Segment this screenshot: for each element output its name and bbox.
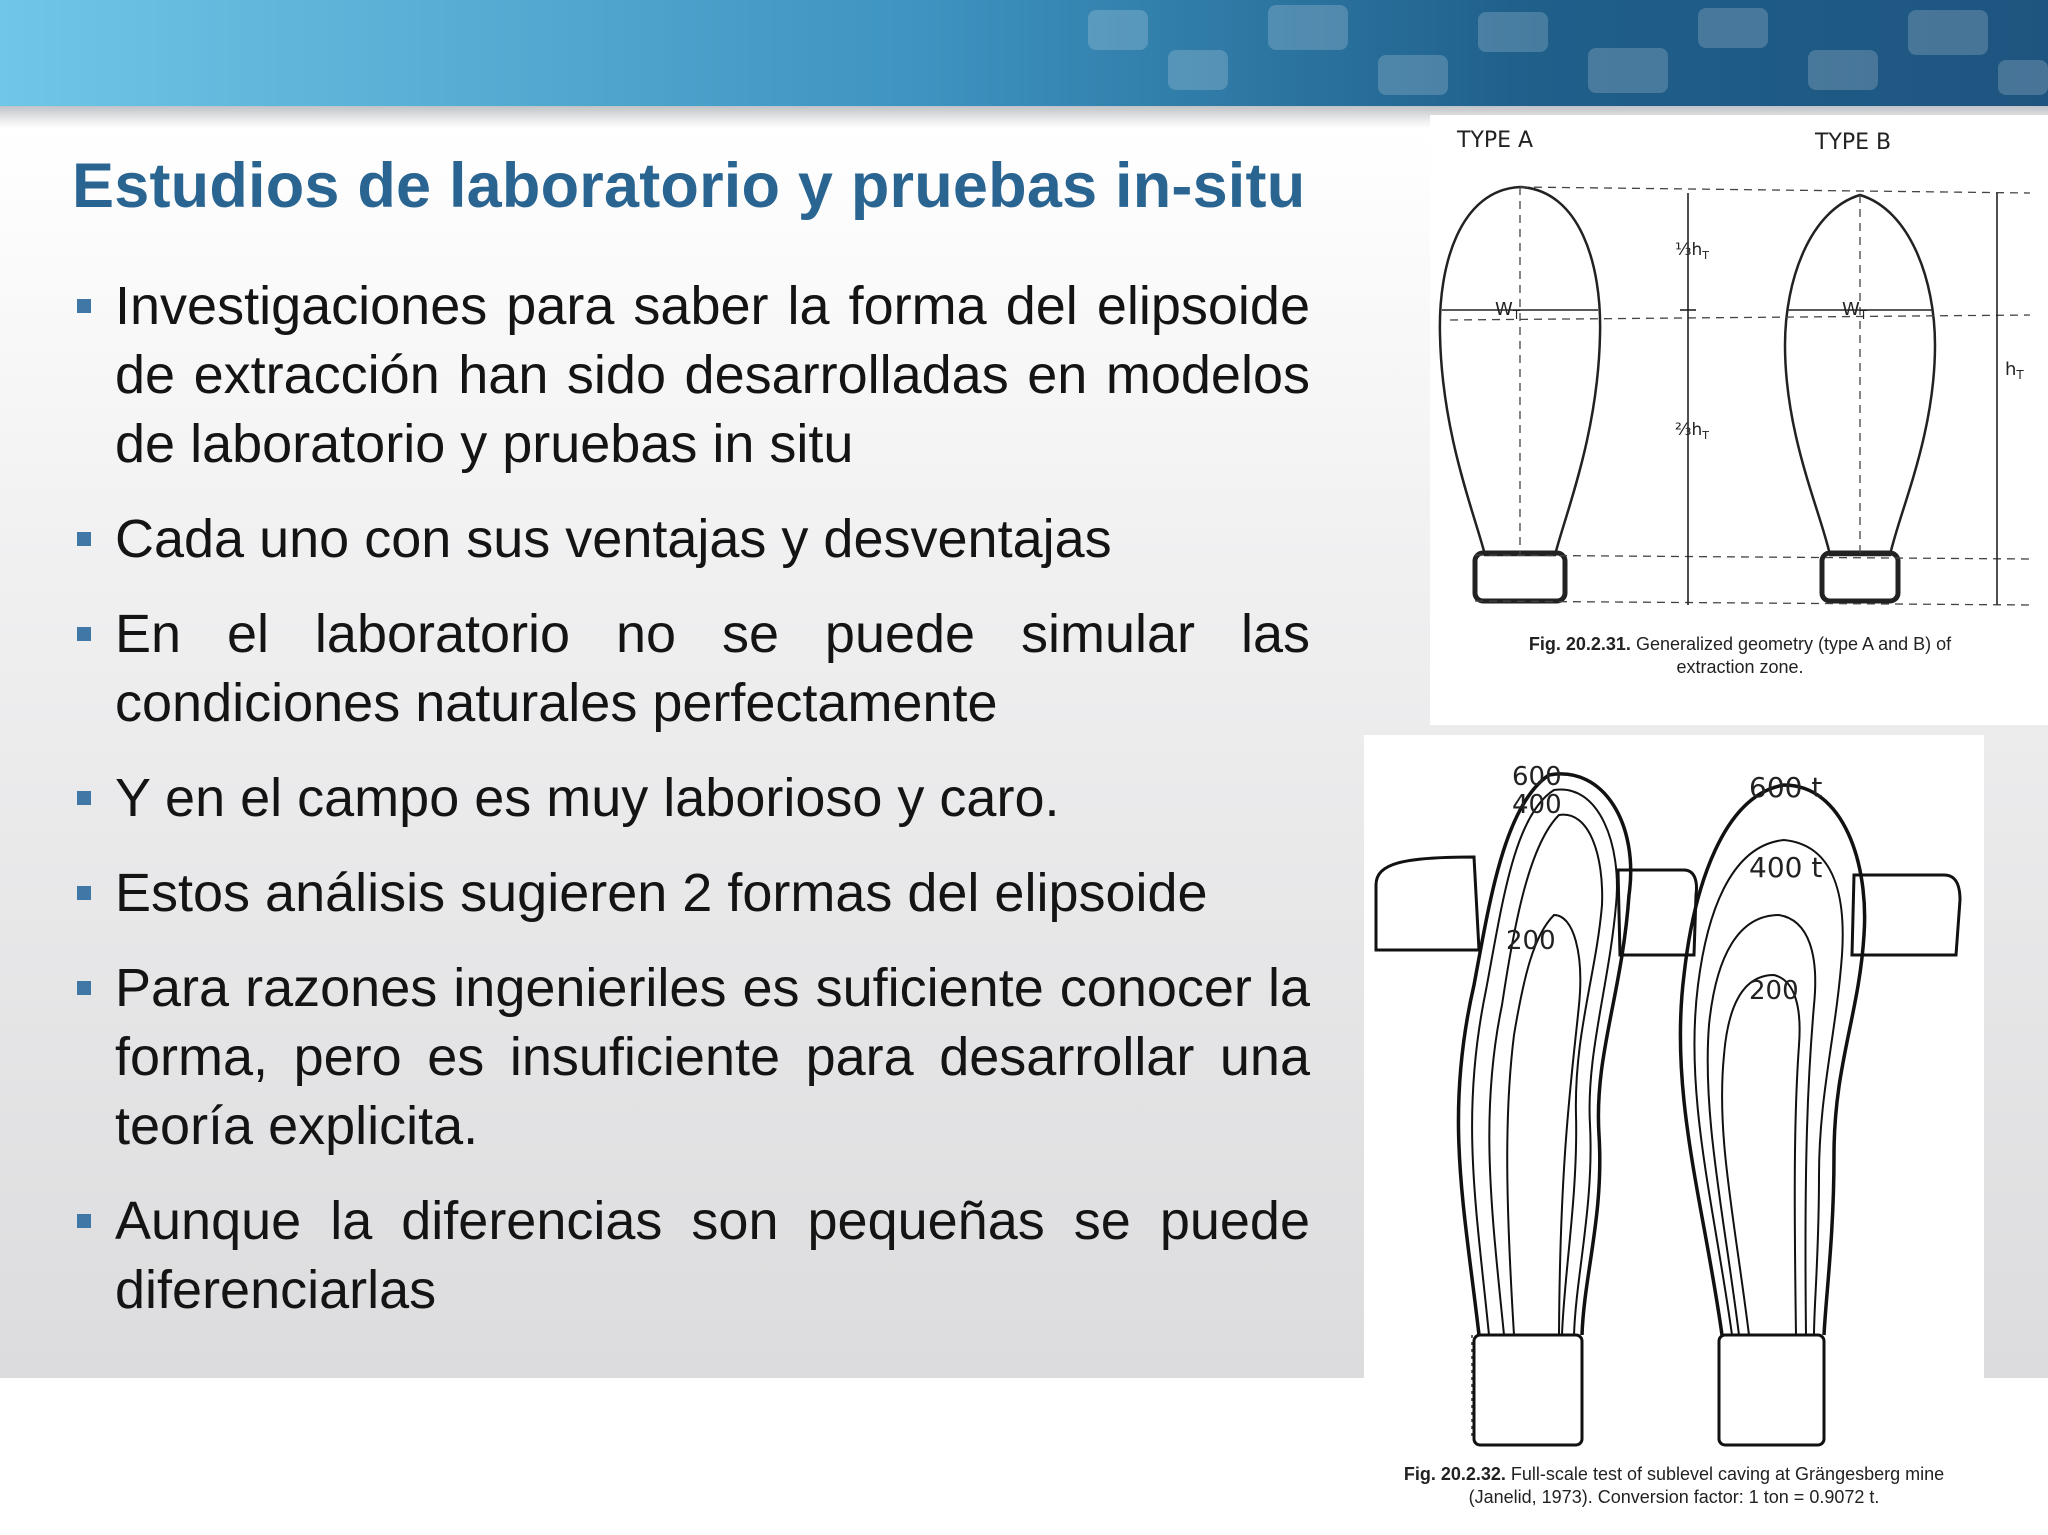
type-a-label: TYPE A <box>1457 128 1534 153</box>
upper-fraction-label: $\frac{1}{3}h_T$ <box>1675 240 1709 262</box>
type-a-width-label: $W_T$ <box>1495 299 1521 322</box>
bullet-text: Investigaciones para saber la forma del elipsoide de extracción han sido desarrolladas en modelos de laboratorio y pruebas in situ <box>115 276 1310 474</box>
bullet-item <box>75 954 1310 1161</box>
bullet-item <box>75 600 1310 738</box>
figure2-caption-line2: (Janelid, 1973). Conversion factor: 1 ton = 0.9072 t. <box>1468 1487 1880 1507</box>
bullet-item <box>75 859 1310 928</box>
bullet-item <box>75 505 1310 574</box>
full-scale-test-diagram <box>1364 735 1984 1455</box>
bullet-item <box>75 764 1310 833</box>
figure-full-scale-test <box>1364 735 1984 1535</box>
bullet-square-icon <box>77 791 91 805</box>
bullet-text: Aunque la diferencias son pequeñas se puede diferenciarlas <box>115 1191 1310 1320</box>
bullet-text: Estos análisis sugieren 2 formas del elipsoide <box>115 863 1208 923</box>
left-contour-200-label: 200 <box>1506 926 1556 956</box>
height-label: $h_T$ <box>2005 359 2024 382</box>
top-banner <box>0 0 2048 106</box>
lower-fraction-label: $\frac{2}{3}h_T$ <box>1675 420 1709 442</box>
bullet-text: Para razones ingenieriles es suficiente conocer la forma, pero es insuficiente para desarrollar una teoría explicita. <box>115 958 1310 1156</box>
right-contour-400-label: 400 t <box>1749 851 1823 884</box>
figure2-caption-line1: Full-scale test of sublevel caving at Grängesberg mine <box>1510 1464 1945 1484</box>
bullet-square-icon <box>77 627 91 641</box>
figure1-caption-number: Fig. 20.2.31. <box>1528 634 1631 654</box>
figure1-caption-line1: Generalized geometry (type A and B) of <box>1635 634 1952 654</box>
bullet-square-icon <box>77 981 91 995</box>
left-contour-600-label: 600 <box>1512 762 1562 792</box>
bullet-text: Y en el campo es muy laborioso y caro. <box>115 768 1060 828</box>
bullet-square-icon <box>77 532 91 546</box>
bullet-text: En el laboratorio no se puede simular las condiciones naturales perfectamente <box>115 604 1310 733</box>
figure2-caption <box>1364 1463 1984 1509</box>
bullet-list <box>75 272 1310 1351</box>
figure1-caption-line2: extraction zone. <box>1676 657 1804 677</box>
type-b-width-label: $W_T$ <box>1842 299 1868 322</box>
banner-pattern <box>1048 0 2048 106</box>
figure1-caption <box>1480 633 2000 679</box>
bullet-item <box>75 1187 1310 1325</box>
bullet-square-icon <box>77 1214 91 1228</box>
bullet-square-icon <box>77 299 91 313</box>
figure2-caption-number: Fig. 20.2.32. <box>1403 1464 1506 1484</box>
figure-extraction-geometry <box>1430 115 2048 725</box>
bullet-square-icon <box>77 886 91 900</box>
bullet-item <box>75 272 1310 479</box>
right-contour-600-label: 600 t <box>1749 771 1823 804</box>
bullet-text: Cada uno con sus ventajas y desventajas <box>115 509 1112 569</box>
left-contour-400-label: 400 <box>1512 790 1562 820</box>
type-b-label: TYPE B <box>1815 130 1892 155</box>
right-contour-200-label: 200 <box>1749 976 1799 1006</box>
slide-title: Estudios de laboratorio y pruebas in-situ <box>72 151 1306 221</box>
